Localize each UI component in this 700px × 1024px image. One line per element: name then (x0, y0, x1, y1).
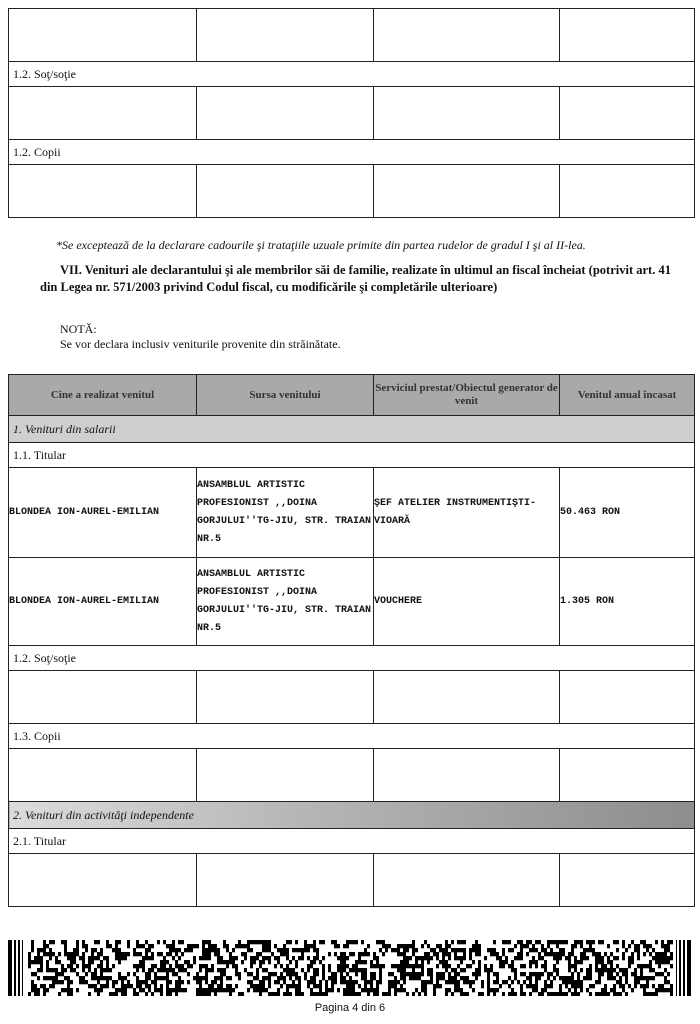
section-label: 2.1. Titular (9, 829, 695, 854)
column-header: Cine a realizat venitul (9, 375, 197, 416)
section-label: 1.2. Soţ/soţie (9, 646, 695, 671)
table-row (9, 87, 695, 140)
cell-amount: 1.305 RON (560, 558, 695, 646)
category-label: 2. Venituri din activităţi independente (9, 802, 695, 829)
section-row (9, 62, 695, 87)
section-row (9, 443, 695, 468)
cell-source: ANSAMBLUL ARTISTIC PROFESIONIST ,,DOINA GORJULUI''TG-JIU, STR. TRAIAN NR.5 (197, 468, 374, 558)
gifts-table (8, 8, 695, 218)
table-row (9, 9, 695, 62)
cell-who: BLONDEA ION-AUREL-EMILIAN (9, 558, 197, 646)
cell-source: ANSAMBLUL ARTISTIC PROFESIONIST ,,DOINA GORJULUI''TG-JIU, STR. TRAIAN NR.5 (197, 558, 374, 646)
cell-amount: 50.463 RON (560, 468, 695, 558)
cell-service: VOUCHERE (374, 558, 560, 646)
section-label: 1.2. Copii (9, 140, 695, 165)
section-row (9, 646, 695, 671)
section-row (9, 829, 695, 854)
section-title: VII. Venituri ale declarantului şi ale membrilor săi de familie, realizate în ultimul an fiscal încheiat (potrivit art. 41 din Legea nr. 571/2003 privind Codul fiscal, cu modificările şi completările ulterioare) (40, 263, 671, 294)
category-row (9, 416, 695, 443)
table-row (9, 854, 695, 907)
section-label: 1.3. Copii (9, 724, 695, 749)
table-row (9, 749, 695, 802)
table-row (9, 558, 695, 646)
column-header: Venitul anual încasat (560, 375, 695, 416)
nota-label: NOTĂ: (60, 322, 97, 336)
header-row (9, 375, 695, 416)
nota (60, 322, 341, 352)
income-table (8, 374, 695, 907)
cell-service: ŞEF ATELIER INSTRUMENTIŞTI-VIOARĂ (374, 468, 560, 558)
table-row (9, 671, 695, 724)
nota-text: Se vor declara inclusiv veniturile provenite din străinătate. (60, 337, 341, 351)
column-header: Serviciul prestat/Obiectul generator de venit (374, 375, 560, 416)
section-label: 1.1. Titular (9, 443, 695, 468)
table-row (9, 165, 695, 218)
category-label: 1. Venituri din salarii (9, 416, 695, 443)
cell-who: BLONDEA ION-AUREL-EMILIAN (9, 468, 197, 558)
column-header: Sursa venitului (197, 375, 374, 416)
table-row (9, 468, 695, 558)
barcode-image (8, 940, 692, 996)
page-number: Pagina 4 din 6 (314, 1002, 386, 1014)
section-row (9, 724, 695, 749)
footnote: *Se exceptează de la declarare cadourile şi trataţiile uzuale primite din partea rudelor de gradul I şi al II-lea. (56, 238, 586, 252)
category-row (9, 802, 695, 829)
section-row (9, 140, 695, 165)
section-label: 1.2. Soţ/soţie (9, 62, 695, 87)
